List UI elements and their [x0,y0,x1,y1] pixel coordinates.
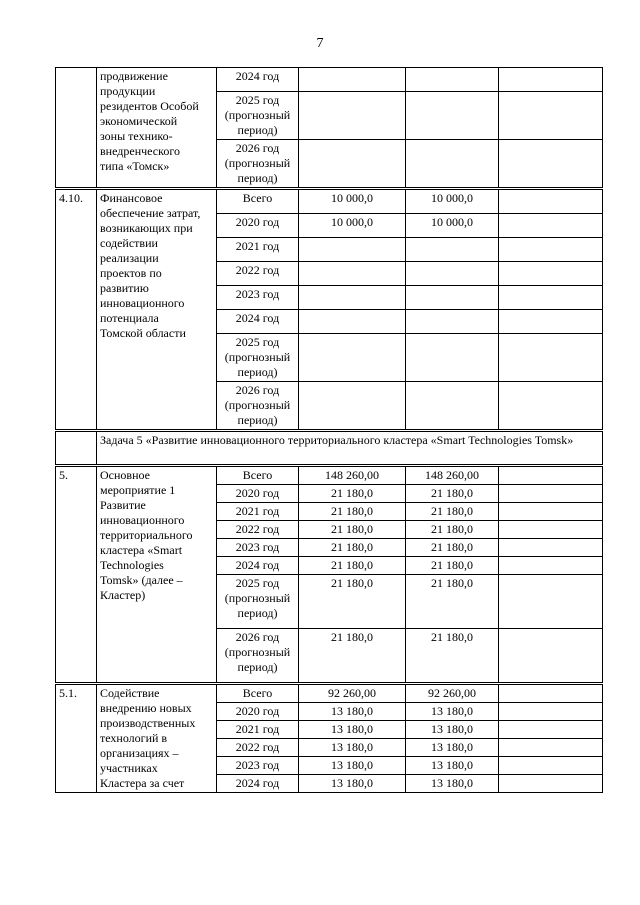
description-line: развитию [100,281,149,295]
value-total [299,92,406,140]
description-line: Кластер) [100,588,146,602]
value-other [499,521,603,539]
year-cell: 2024 год [217,68,299,92]
year-cell: 2022 год [217,739,299,757]
value-regional-budget: 148 260,00 [406,466,499,485]
year-cell: 2021 год [217,721,299,739]
description-line: Содействие [100,686,160,700]
value-regional-budget [406,382,499,431]
value-regional-budget [406,310,499,334]
year-cell: 2020 год [217,485,299,503]
value-other [499,92,603,140]
value-other [499,684,603,703]
value-regional-budget: 21 180,0 [406,575,499,629]
value-total: 148 260,00 [299,466,406,485]
description-line: обеспечение затрат, [100,206,201,220]
value-total [299,310,406,334]
value-total [299,286,406,310]
year-cell: Всего [217,189,299,214]
value-regional-budget: 21 180,0 [406,503,499,521]
task-row [56,431,603,466]
value-regional-budget: 13 180,0 [406,775,499,793]
value-total: 13 180,0 [299,703,406,721]
year-cell: 2023 год [217,539,299,557]
value-other [499,757,603,775]
value-total [299,262,406,286]
value-regional-budget [406,334,499,382]
value-other [499,382,603,431]
year-cell: 2025 год (прогнозный период) [217,575,299,629]
value-regional-budget [406,92,499,140]
item-description [97,68,217,189]
value-total: 21 180,0 [299,485,406,503]
value-regional-budget: 13 180,0 [406,721,499,739]
description-line: кластера «Smart [100,543,183,557]
year-cell: 2026 год (прогнозный период) [217,382,299,431]
item-number [56,68,97,189]
description-line: мероприятие 1 [100,483,176,497]
description-line: участниках [100,761,158,775]
item-description [97,466,217,684]
value-total: 13 180,0 [299,721,406,739]
year-cell: 2025 год (прогнозный период) [217,334,299,382]
table-row [56,189,603,214]
value-other [499,703,603,721]
value-regional-budget: 10 000,0 [406,189,499,214]
description-line: Томской области [100,326,186,340]
value-other [499,466,603,485]
item-description [97,189,217,431]
value-other [499,214,603,238]
year-cell: Всего [217,684,299,703]
value-total: 21 180,0 [299,557,406,575]
value-other [499,238,603,262]
year-cell: 2022 год [217,262,299,286]
value-other [499,629,603,684]
item-number: 5.1. [56,684,97,793]
value-other [499,539,603,557]
value-total: 92 260,00 [299,684,406,703]
value-total [299,238,406,262]
table-row [56,466,603,485]
item-number: 4.10. [56,189,97,431]
value-regional-budget [406,238,499,262]
year-cell: 2022 год [217,521,299,539]
value-total: 10 000,0 [299,189,406,214]
value-regional-budget [406,68,499,92]
item-number: 5. [56,466,97,684]
description-line: зоны технико- [100,129,173,143]
year-cell: 2023 год [217,757,299,775]
value-total: 21 180,0 [299,539,406,557]
year-cell: 2026 год (прогнозный период) [217,140,299,189]
value-other [499,310,603,334]
value-regional-budget: 92 260,00 [406,684,499,703]
value-other [499,503,603,521]
description-line: Финансовое [100,191,163,205]
description-line: инновационного [100,513,185,527]
value-other [499,68,603,92]
description-line: потенциала [100,311,159,325]
value-total: 13 180,0 [299,757,406,775]
description-line: возникающих при [100,221,193,235]
value-regional-budget: 21 180,0 [406,629,499,684]
task-title: Задача 5 «Развитие инновационного территориального кластера «Smart Technologies Tomsk» [97,431,603,466]
value-total: 21 180,0 [299,521,406,539]
value-other [499,721,603,739]
description-line: технологий в [100,731,168,745]
value-total: 21 180,0 [299,629,406,684]
year-cell: 2026 год (прогнозный период) [217,629,299,684]
page-number: 7 [316,36,324,51]
value-other [499,575,603,629]
value-total: 10 000,0 [299,214,406,238]
year-cell: 2024 год [217,557,299,575]
year-cell: Всего [217,466,299,485]
description-line: резидентов Особой [100,99,199,113]
description-line: продвижение [100,69,168,83]
budget-table-body [56,68,603,793]
value-other [499,334,603,382]
description-line: внедренческого [100,144,180,158]
description-line: внедрению новых [100,701,192,715]
budget-table [55,67,603,793]
value-regional-budget: 21 180,0 [406,485,499,503]
value-total [299,334,406,382]
value-regional-budget: 21 180,0 [406,521,499,539]
description-line: производственных [100,716,196,730]
description-line: Tomsk» (далее – [100,573,183,587]
value-other [499,140,603,189]
value-total: 13 180,0 [299,775,406,793]
year-cell: 2024 год [217,775,299,793]
description-line: проектов по [100,266,162,280]
value-regional-budget: 13 180,0 [406,739,499,757]
value-regional-budget [406,262,499,286]
value-other [499,262,603,286]
year-cell: 2024 год [217,310,299,334]
value-total [299,140,406,189]
description-line: инновационного [100,296,185,310]
value-regional-budget: 21 180,0 [406,557,499,575]
value-total [299,68,406,92]
year-cell: 2021 год [217,503,299,521]
description-line: Основное [100,468,150,482]
description-line: продукции [100,84,156,98]
description-line: типа «Томск» [100,159,170,173]
value-regional-budget: 21 180,0 [406,539,499,557]
year-cell: 2025 год (прогнозный период) [217,92,299,140]
task-number-cell [56,431,97,466]
value-regional-budget [406,286,499,310]
description-line: реализации [100,251,159,265]
value-total [299,382,406,431]
value-regional-budget: 13 180,0 [406,757,499,775]
description-line: организациях – [100,746,179,760]
value-other [499,189,603,214]
value-regional-budget: 13 180,0 [406,703,499,721]
description-line: содействии [100,236,158,250]
value-regional-budget [406,140,499,189]
description-line: Развитие [100,498,146,512]
year-cell: 2020 год [217,703,299,721]
table-row [56,684,603,703]
value-regional-budget: 10 000,0 [406,214,499,238]
table-row [56,68,603,92]
item-description [97,684,217,793]
value-other [499,775,603,793]
value-other [499,557,603,575]
description-line: территориального [100,528,193,542]
value-other [499,485,603,503]
year-cell: 2020 год [217,214,299,238]
value-total: 21 180,0 [299,503,406,521]
year-cell: 2021 год [217,238,299,262]
description-line: экономической [100,114,178,128]
description-line: Technologies [100,558,164,572]
value-total: 13 180,0 [299,739,406,757]
year-cell: 2023 год [217,286,299,310]
value-other [499,739,603,757]
description-line: Кластера за счет [100,776,185,790]
value-total: 21 180,0 [299,575,406,629]
value-other [499,286,603,310]
